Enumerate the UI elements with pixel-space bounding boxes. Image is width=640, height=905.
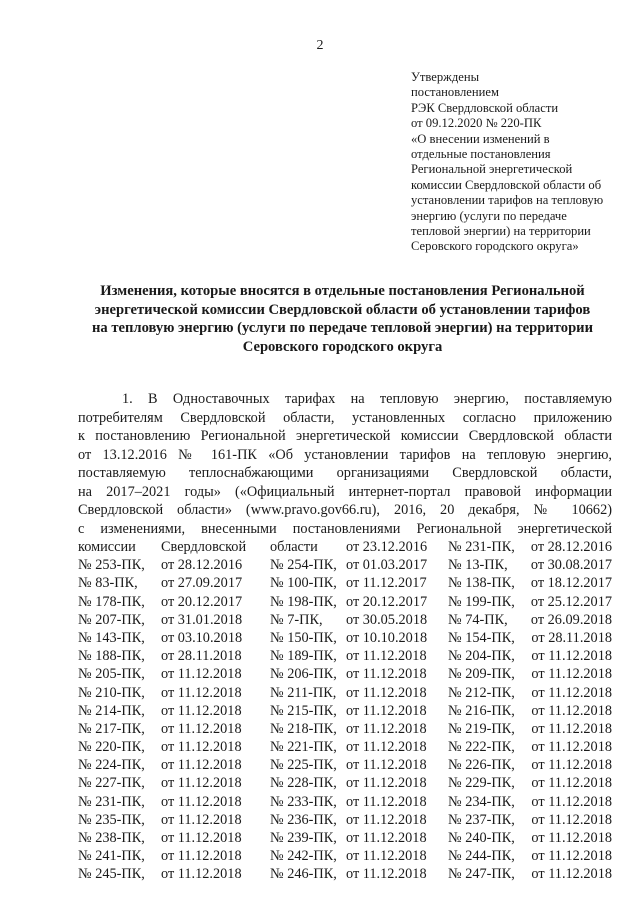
- resolution-cell: от 11.12.2018: [161, 866, 242, 883]
- resolution-cell: от 11.12.2018: [346, 848, 427, 865]
- resolution-cell: № 224-ПК,: [78, 757, 145, 774]
- resolution-cell: № 217-ПК,: [78, 720, 145, 737]
- resolution-cell: № 154-ПК,: [448, 629, 515, 646]
- resolution-cell: № 228-ПК,: [270, 775, 337, 792]
- resolution-list: [78, 538, 612, 884]
- resolution-row: [78, 556, 612, 574]
- resolution-cell: № 204-ПК,: [448, 648, 515, 665]
- resolution-cell: № 205-ПК,: [78, 666, 145, 683]
- resolution-cell: № 238-ПК,: [78, 830, 145, 846]
- resolution-cell: от 31.01.2018: [161, 611, 243, 628]
- resolution-cell: № 239-ПК,: [270, 830, 337, 846]
- approval-line: тепловой энергии) на территории: [411, 224, 591, 239]
- document-title: [70, 282, 615, 356]
- approval-line: энергию (услуги по передаче: [411, 208, 567, 223]
- resolution-cell: от 26.09.2018: [530, 611, 612, 628]
- resolution-cell: № 209-ПК,: [448, 666, 515, 683]
- resolution-cell: от 11.12.2018: [161, 757, 242, 774]
- resolution-cell: от 11.12.2018: [531, 666, 612, 683]
- approval-line: Региональной энергетической: [411, 162, 573, 177]
- resolution-cell: № 254-ПК,: [270, 557, 337, 574]
- resolution-cell: № 236-ПК,: [270, 811, 337, 828]
- resolution-row: [78, 538, 612, 556]
- body-paragraph: [78, 390, 612, 884]
- resolution-row: [78, 829, 612, 847]
- resolution-row: [78, 647, 612, 665]
- resolution-cell: от 11.12.2018: [346, 702, 427, 719]
- resolution-cell: № 7-ПК,: [270, 611, 323, 628]
- approval-line: отдельные постановления: [411, 147, 551, 162]
- resolution-cell: № 150-ПК,: [270, 629, 337, 646]
- resolution-cell: от 11.12.2018: [346, 830, 427, 846]
- resolution-cell: от 11.12.2018: [161, 720, 242, 737]
- resolution-row: [78, 811, 612, 829]
- approval-line: Утверждены: [411, 70, 480, 84]
- resolution-cell: от 25.12.2017: [530, 593, 612, 610]
- resolution-cell: от 11.12.2018: [531, 866, 612, 883]
- title-line: Изменения, которые вносятся в отдельные постановления Региональной: [100, 283, 585, 299]
- resolution-cell: № 235-ПК,: [78, 811, 145, 828]
- resolution-cell: № 188-ПК,: [78, 648, 145, 665]
- resolution-cell: № 83-ПК,: [78, 575, 138, 592]
- resolution-cell: от 11.12.2018: [531, 684, 612, 701]
- resolution-row: [78, 665, 612, 683]
- resolution-row: [78, 865, 612, 883]
- paragraph-line: Свердловской области» (www.pravo.gov66.ru), 2016, 20 декабря, № 10662): [78, 502, 612, 518]
- resolution-cell: № 219-ПК,: [448, 720, 515, 737]
- resolution-cell: № 253-ПК,: [78, 557, 145, 574]
- resolution-cell: № 216-ПК,: [448, 702, 515, 719]
- resolution-row: [78, 629, 612, 647]
- resolution-cell: от 11.12.2018: [161, 811, 242, 828]
- resolution-cell: № 227-ПК,: [78, 775, 145, 792]
- resolution-cell: от 11.12.2018: [346, 793, 427, 810]
- paragraph-line: поставляемую теплоснабжающими организациями Свердловской области,: [78, 465, 612, 481]
- resolution-cell: от 11.12.2018: [161, 739, 242, 756]
- resolution-cell: № 234-ПК,: [448, 793, 515, 810]
- resolution-cell: от 11.12.2018: [346, 739, 427, 756]
- resolution-cell: от 11.12.2018: [161, 793, 242, 810]
- resolution-cell: № 222-ПК,: [448, 739, 515, 756]
- resolution-row: [78, 847, 612, 865]
- resolution-cell: № 237-ПК,: [448, 811, 515, 828]
- resolution-cell: № 206-ПК,: [270, 666, 337, 683]
- title-line: на тепловую энергию (услуги по передаче тепловой энергии) на территории: [91, 320, 594, 336]
- resolution-cell: от 01.03.2017: [346, 557, 428, 574]
- resolution-cell: от 11.12.2018: [531, 757, 612, 774]
- resolution-cell: от 11.12.2017: [346, 575, 427, 592]
- resolution-cell: № 178-ПК,: [78, 593, 145, 610]
- resolution-cell: № 247-ПК,: [448, 866, 515, 883]
- resolution-cell: от 28.12.2016: [530, 539, 612, 555]
- resolution-row: [78, 793, 612, 811]
- resolution-cell: № 214-ПК,: [78, 702, 145, 719]
- resolution-cell: № 226-ПК,: [448, 757, 515, 774]
- approval-line: РЭК Свердловской области: [411, 100, 559, 115]
- resolution-row: [78, 774, 612, 792]
- resolution-row: [78, 756, 612, 774]
- resolution-cell: от 28.11.2018: [531, 629, 612, 646]
- resolution-cell: от 28.11.2018: [161, 648, 242, 665]
- approval-line: установлении тарифов на тепловую: [411, 193, 604, 208]
- approval-line: от 09.12.2020 № 220-ПК: [411, 116, 542, 131]
- resolution-cell: № 138-ПК,: [448, 575, 515, 592]
- resolution-cell: № 13-ПК,: [448, 557, 508, 574]
- resolution-cell: от 11.12.2018: [346, 811, 427, 828]
- resolution-cell: № 244-ПК,: [448, 848, 515, 865]
- resolution-row: [78, 593, 612, 611]
- resolution-cell: № 233-ПК,: [270, 793, 337, 810]
- resolution-cell: № 231-ПК,: [78, 793, 145, 810]
- resolution-cell: от 11.12.2018: [531, 793, 612, 810]
- approval-line: постановлением: [411, 85, 499, 100]
- resolution-cell: № 242-ПК,: [270, 848, 337, 865]
- resolution-row: [78, 720, 612, 738]
- resolution-cell: от 27.09.2017: [161, 575, 243, 592]
- resolution-cell: комиссии: [78, 539, 136, 555]
- resolution-cell: от 11.12.2018: [531, 775, 612, 792]
- approval-block: [411, 70, 626, 255]
- resolution-row: [78, 702, 612, 720]
- resolution-cell: от 11.12.2018: [531, 830, 612, 846]
- resolution-cell: от 11.12.2018: [346, 684, 427, 701]
- resolution-cell: от 11.12.2018: [346, 866, 427, 883]
- resolution-cell: № 229-ПК,: [448, 775, 515, 792]
- resolution-cell: № 100-ПК,: [270, 575, 337, 592]
- resolution-cell: № 198-ПК,: [270, 593, 337, 610]
- resolution-cell: № 225-ПК,: [270, 757, 337, 774]
- approval-line: Серовского городского округа»: [411, 239, 579, 254]
- resolution-cell: от 11.12.2018: [346, 666, 427, 683]
- resolution-cell: № 240-ПК,: [448, 830, 515, 846]
- resolution-cell: от 20.12.2017: [346, 593, 428, 610]
- resolution-cell: № 189-ПК,: [270, 648, 337, 665]
- resolution-cell: от 11.12.2018: [161, 775, 242, 792]
- resolution-cell: от 11.12.2018: [161, 848, 242, 865]
- resolution-cell: от 10.10.2018: [346, 629, 428, 646]
- resolution-cell: от 28.12.2016: [161, 557, 243, 574]
- resolution-cell: № 221-ПК,: [270, 739, 337, 756]
- approval-line: «О внесении изменений в: [411, 131, 550, 146]
- approval-line: комиссии Свердловской области об: [411, 177, 602, 192]
- resolution-cell: № 245-ПК,: [78, 866, 145, 883]
- resolution-row: [78, 611, 612, 629]
- title-line: Серовского городского округа: [242, 338, 443, 355]
- resolution-cell: № 215-ПК,: [270, 702, 337, 719]
- paragraph-line: на 2017–2021 годы» («Официальный интернет-портал правовой информации: [78, 483, 612, 500]
- resolution-cell: № 143-ПК,: [78, 629, 145, 646]
- resolution-cell: № 211-ПК,: [270, 684, 337, 701]
- resolution-cell: № 220-ПК,: [78, 739, 145, 756]
- resolution-cell: № 199-ПК,: [448, 593, 515, 610]
- resolution-cell: № 241-ПК,: [78, 848, 145, 865]
- resolution-cell: области: [270, 539, 318, 555]
- resolution-cell: от 11.12.2018: [161, 702, 242, 719]
- paragraph-line: от 13.12.2016 № 161-ПК «Об установлении тарифов на тепловую энергию,: [78, 446, 612, 463]
- resolution-cell: № 212-ПК,: [448, 684, 515, 701]
- resolution-cell: от 30.05.2018: [346, 611, 428, 628]
- resolution-row: [78, 684, 612, 702]
- resolution-cell: от 11.12.2018: [531, 739, 612, 756]
- resolution-cell: от 18.12.2017: [530, 575, 612, 592]
- resolution-cell: от 11.12.2018: [531, 648, 612, 665]
- resolution-cell: от 23.12.2016: [346, 539, 428, 555]
- resolution-cell: № 246-ПК,: [270, 866, 337, 883]
- resolution-cell: от 11.12.2018: [531, 720, 612, 737]
- paragraph-line: к постановлению Региональной энергетической комиссии Свердловской области: [78, 428, 612, 444]
- resolution-cell: от 11.12.2018: [531, 702, 612, 719]
- page-number: 2: [316, 38, 324, 53]
- resolution-cell: № 218-ПК,: [270, 720, 337, 737]
- resolution-cell: № 210-ПК,: [78, 684, 145, 701]
- resolution-cell: от 30.08.2017: [530, 557, 612, 574]
- resolution-cell: от 11.12.2018: [161, 684, 242, 701]
- resolution-cell: № 207-ПК,: [78, 611, 145, 628]
- resolution-cell: от 11.12.2018: [161, 830, 242, 846]
- resolution-cell: от 11.12.2018: [161, 666, 242, 683]
- resolution-cell: от 20.12.2017: [161, 593, 243, 610]
- resolution-cell: от 11.12.2018: [346, 648, 427, 665]
- resolution-cell: от 11.12.2018: [346, 775, 427, 792]
- title-line: энергетической комиссии Свердловской области об установлении тарифов: [94, 301, 591, 318]
- resolution-cell: от 11.12.2018: [531, 811, 612, 828]
- resolution-row: [78, 738, 612, 756]
- resolution-cell: от 03.10.2018: [161, 629, 243, 646]
- resolution-cell: от 11.12.2018: [346, 757, 427, 774]
- resolution-row: [78, 574, 612, 592]
- paragraph-line: с изменениями, внесенными постановлениями Региональной энергетической: [78, 520, 612, 537]
- paragraph-line: 1. В Одноставочных тарифах на тепловую энергию, поставляемую: [122, 391, 612, 407]
- resolution-cell: № 231-ПК,: [448, 539, 515, 555]
- resolution-cell: от 11.12.2018: [346, 720, 427, 737]
- resolution-cell: от 11.12.2018: [531, 848, 612, 865]
- resolution-cell: № 74-ПК,: [448, 611, 508, 628]
- resolution-cell: Свердловской: [161, 539, 247, 555]
- paragraph-line: потребителям Свердловской области, установленных согласно приложению: [78, 409, 612, 426]
